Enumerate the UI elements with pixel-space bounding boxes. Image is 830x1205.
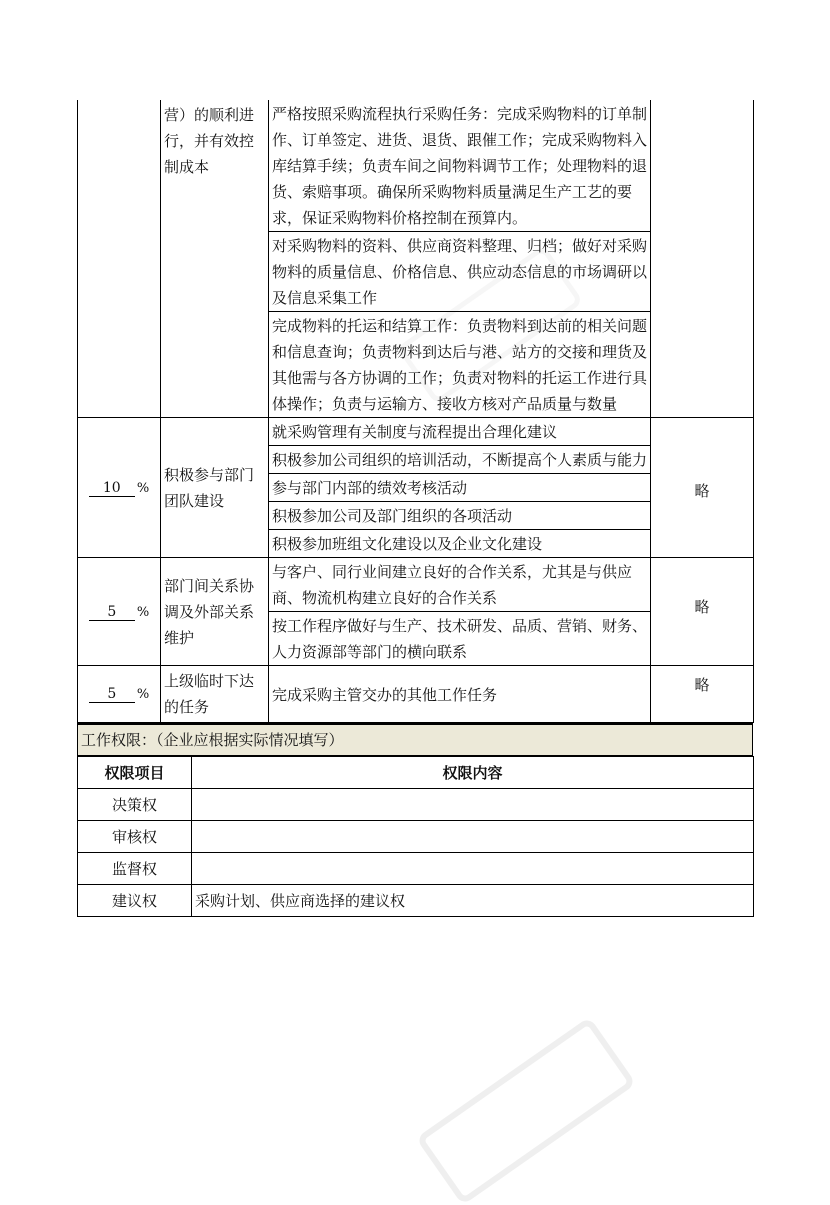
duty-detail: 对采购物料的资料、供应商资料整理、归档；做好对采购物料的质量信息、价格信息、供应动态信息的市场调研以及信息采集工作	[269, 232, 651, 312]
percent-sign: %	[136, 604, 150, 620]
duty-measure: 略	[651, 558, 754, 666]
weight-percent	[89, 680, 149, 708]
duty-detail: 严格按照采购流程执行采购任务：完成采购物料的订单制作、订单签定、进货、退货、跟催工作；完成采购物料入库结算手续；负责车间之间物料调节工作；处理物料的退货、索赔事项。确保所采购物料质量满足生产工艺的要求，保证采购物料价格控制在预算内。	[269, 100, 651, 232]
authority-content-header: 权限内容	[192, 757, 754, 789]
duty-work: 积极参与部门团队建设	[161, 418, 269, 558]
duties-table	[77, 100, 754, 723]
percent-sign: %	[136, 687, 150, 702]
authority-content	[192, 853, 754, 885]
weight-value: 5	[89, 686, 135, 703]
authority-content: 采购计划、供应商选择的建议权	[192, 885, 754, 917]
duty-detail: 完成物料的托运和结算工作：负责物料到达前的相关问题和信息查询；负责物料到达后与港、站方的交接和理货及其他需与各方协调的工作；负责对物料的托运工作进行具体操作；负责与运输方、接收方核对产品质量与数量	[269, 312, 651, 418]
weight-value: 10	[89, 480, 135, 497]
table-row	[78, 885, 754, 917]
authority-item: 决策权	[78, 789, 192, 821]
duty-measure: 略	[651, 666, 754, 723]
duty-detail: 按工作程序做好与生产、技术研发、品质、营销、财务、人力资源部等部门的横向联系	[269, 612, 651, 666]
authority-header-row	[78, 757, 754, 789]
authority-item: 审核权	[78, 821, 192, 853]
watermark	[416, 1017, 637, 1205]
duty-detail: 积极参加公司及部门组织的各项活动	[269, 502, 651, 530]
duty-measure	[651, 100, 754, 418]
duty-weight	[78, 418, 161, 558]
authority-content	[192, 821, 754, 853]
authority-item: 监督权	[78, 853, 192, 885]
duty-weight	[78, 558, 161, 666]
duty-work: 部门间关系协调及外部关系维护	[161, 558, 269, 666]
duty-row	[78, 418, 754, 446]
duty-detail: 参与部门内部的绩效考核活动	[269, 474, 651, 502]
duty-detail: 积极参加公司组织的培训活动，不断提高个人素质与能力	[269, 446, 651, 474]
duty-work: 上级临时下达的任务	[161, 666, 269, 723]
percent-sign: %	[136, 480, 150, 496]
job-description-page	[77, 100, 753, 917]
authority-table	[77, 756, 754, 917]
weight-percent	[89, 598, 149, 626]
weight-percent	[89, 474, 149, 502]
duty-detail: 完成采购主管交办的其他工作任务	[269, 666, 651, 723]
duty-measure: 略	[651, 418, 754, 558]
duty-weight	[78, 100, 161, 418]
authority-section-header	[77, 723, 753, 756]
table-row	[78, 821, 754, 853]
authority-content	[192, 789, 754, 821]
duty-row	[78, 100, 754, 232]
table-row	[78, 853, 754, 885]
duty-detail: 与客户、同行业间建立良好的合作关系，尤其是与供应商、物流机构建立良好的合作关系	[269, 558, 651, 612]
duty-work: 营）的顺利进行，并有效控制成本	[161, 100, 269, 418]
authority-item: 建议权	[78, 885, 192, 917]
authority-section-title: 工作权限：（企业应根据实际情况填写）	[81, 731, 344, 749]
weight-value: 5	[89, 604, 135, 621]
table-row	[78, 789, 754, 821]
duty-detail: 积极参加班组文化建设以及企业文化建设	[269, 530, 651, 558]
duty-detail: 就采购管理有关制度与流程提出合理化建议	[269, 418, 651, 446]
authority-item-header: 权限项目	[78, 757, 192, 789]
duty-row	[78, 558, 754, 612]
duty-weight	[78, 666, 161, 723]
duty-row	[78, 666, 754, 723]
